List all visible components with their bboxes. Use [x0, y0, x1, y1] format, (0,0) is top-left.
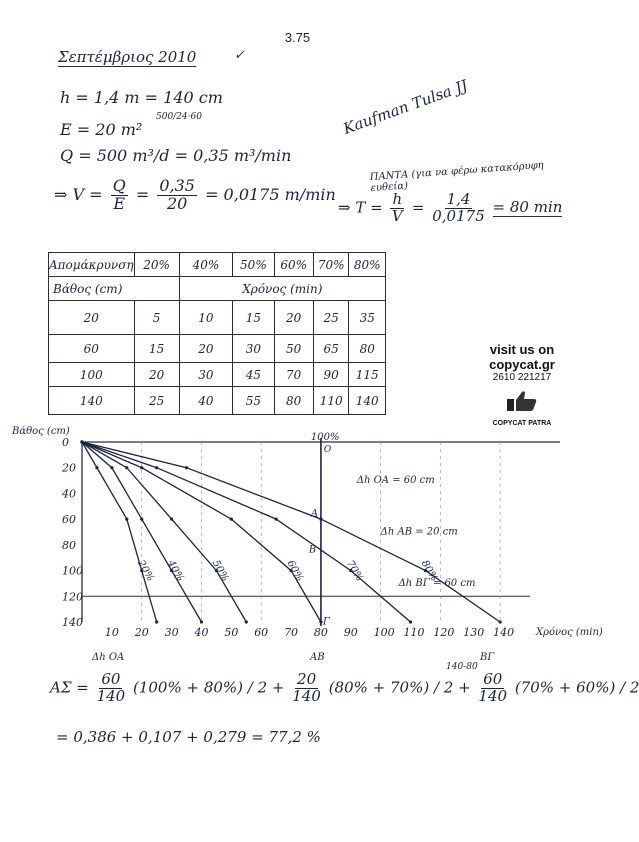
table-depth: 20	[49, 301, 135, 335]
table-cell: 30	[233, 335, 274, 363]
removal-equation: ΑΣ = $\frac{60}{140}$ (100% + 80%) / 2 + $\frac{20}{140}$ (80% + 70%) / 2 + $\frac{60}{140}$ (70% + 60%) / 2	[50, 670, 639, 705]
series-line	[82, 442, 321, 622]
y-tick-label: 0	[62, 436, 69, 449]
page-number: 3.75	[284, 30, 311, 45]
series-label: 60%	[284, 558, 306, 584]
x-tick-label: 100	[373, 626, 395, 639]
series-label: 20%	[135, 558, 156, 584]
series-point	[110, 466, 113, 469]
series-point	[80, 440, 83, 443]
series-point	[499, 620, 502, 623]
table-cell: 55	[233, 387, 274, 415]
given-area: E = 20 m²	[60, 120, 143, 139]
promo-brand: COPYCAT PATRA	[492, 420, 552, 427]
table-cell: 40	[179, 387, 233, 415]
table-depth: 100	[49, 363, 135, 387]
table-percent: 50%	[233, 253, 274, 277]
series-point	[95, 466, 98, 469]
table-cell: 35	[349, 301, 386, 335]
table-percent: 60%	[274, 253, 313, 277]
table-header-label: Απομάκρυνση	[49, 253, 135, 277]
series-line	[82, 442, 157, 622]
x-tick-label: 10	[104, 626, 119, 639]
table-cell: 5	[134, 301, 179, 335]
time-equation: ⇒ T = $\frac{h}{V}$ = $\frac{1,4}{0,0175}$ = 80 min	[338, 190, 563, 225]
table-depth: 60	[49, 335, 135, 363]
promo-phone: 2610 221217	[492, 372, 552, 383]
y-tick-label: 120	[62, 590, 83, 604]
table-cell: 80	[274, 387, 313, 415]
table-cell: 115	[349, 363, 386, 387]
header-title: Σεπτέμβριος 2010	[58, 48, 197, 66]
series-label: 80%	[418, 558, 440, 584]
top-label: 100%	[310, 432, 340, 443]
given-area-note: 500/24·60	[156, 112, 202, 122]
velocity-equation: ⇒ V = $\frac{Q}{E}$ = $\frac{0,35}{20}$ = 0,0175 m/min	[54, 176, 336, 213]
x-tick-label: 110	[403, 626, 425, 639]
x-tick-label: 50	[224, 626, 239, 639]
y-axis-label: Βάθος (cm)	[12, 426, 70, 437]
series-point	[125, 466, 128, 469]
series-point	[275, 518, 278, 521]
table-row	[49, 335, 386, 363]
annotation-dh-ab: Δh ΑΒ = 20 cm	[380, 526, 458, 538]
given-flow: Q = 500 m³/d = 0,35 m³/min	[60, 146, 292, 165]
series-point	[230, 518, 233, 521]
table-subheader-row	[49, 277, 386, 301]
time-note: ΠΑΝΤΑ (για να φέρω κατακόρυφη ευθεία)	[369, 159, 545, 195]
promo-block	[468, 342, 576, 427]
x-tick-label: 90	[343, 626, 358, 639]
series-point	[140, 466, 143, 469]
table-cell: 65	[313, 335, 349, 363]
table-row	[49, 387, 386, 415]
x-tick-label: 30	[164, 626, 179, 639]
table-cell: 15	[134, 335, 179, 363]
y-tick-label: 40	[62, 487, 76, 501]
table-percent: 70%	[313, 253, 349, 277]
series-label: 70%	[344, 558, 365, 584]
table-time-label: Χρόνος (min)	[179, 277, 385, 301]
series-line	[82, 442, 246, 622]
table-percent: 40%	[179, 253, 233, 277]
table-cell: 25	[134, 387, 179, 415]
table-cell: 50	[274, 335, 313, 363]
removal-term3-label: ΒΓ	[480, 652, 495, 663]
table-percent: 20%	[134, 253, 179, 277]
x-axis-label: Χρόνος (min)	[536, 627, 603, 638]
y-tick-label: 140	[62, 616, 83, 629]
table-cell: 30	[179, 363, 233, 387]
table-cell: 20	[134, 363, 179, 387]
removal-term3-note: 140-80	[446, 662, 478, 672]
x-tick-label: 70	[284, 626, 299, 639]
series-point	[170, 518, 173, 521]
series-label: 40%	[165, 558, 186, 584]
table-percent: 80%	[349, 253, 386, 277]
table-depth: 140	[49, 387, 135, 415]
series-point	[125, 518, 128, 521]
annotation-point-b: B	[308, 544, 317, 556]
x-tick-label: 120	[433, 626, 455, 639]
table-cell: 10	[179, 301, 233, 335]
x-tick-label: 130	[463, 626, 485, 639]
series-point	[185, 466, 188, 469]
x-tick-label: 40	[194, 626, 209, 639]
table-depth-label: Βάθος (cm)	[49, 277, 180, 301]
table-header-row	[49, 253, 386, 277]
margin-mark: ✓	[234, 48, 245, 63]
table-cell: 20	[179, 335, 233, 363]
series-point	[155, 466, 158, 469]
series-point	[140, 518, 143, 521]
removal-result: = 0,386 + 0,107 + 0,279 = 77,2 %	[56, 728, 321, 746]
y-tick-label: 20	[62, 461, 76, 475]
y-tick-label: 80	[62, 538, 76, 552]
annotation-point-g: Γ	[322, 616, 330, 628]
table-cell: 25	[313, 301, 349, 335]
table-cell: 110	[313, 387, 349, 415]
x-tick-label: 80	[313, 626, 328, 639]
annotation-dh-oa: Δh ΟΑ = 60 cm	[356, 475, 435, 487]
header-name: Kaufman Tulsa JJ	[340, 76, 470, 138]
x-tick-label: 60	[254, 626, 269, 639]
series-point	[155, 620, 158, 623]
promo-line1: visit us on	[489, 342, 555, 357]
annotation-dh-bg: Δh ΒΓ = 60 cm	[398, 578, 476, 589]
removal-data-table	[48, 252, 386, 415]
series-point	[409, 620, 412, 623]
table-cell: 20	[274, 301, 313, 335]
removal-term1-label: Δh ΟΑ	[92, 652, 125, 663]
promo-line2: copycat.gr	[489, 357, 555, 372]
table-cell: 90	[313, 363, 349, 387]
table-cell: 140	[349, 387, 386, 415]
annotation-point-a: A	[310, 508, 319, 520]
settling-chart	[0, 426, 603, 643]
table-row	[49, 363, 386, 387]
x-tick-label: 20	[134, 626, 149, 639]
series-point	[319, 518, 322, 521]
table-cell: 45	[233, 363, 274, 387]
table-row	[49, 301, 386, 335]
y-tick-label: 100	[62, 564, 83, 578]
x-tick-label: 140	[493, 626, 515, 639]
table-cell: 80	[349, 335, 386, 363]
series-label: 50%	[209, 558, 231, 584]
y-tick-label: 60	[62, 513, 76, 527]
given-height: h = 1,4 m = 140 cm	[60, 88, 223, 107]
series-point	[245, 620, 248, 623]
series-point	[200, 620, 203, 623]
table-cell: 70	[274, 363, 313, 387]
removal-term2-label: ΑΒ	[310, 652, 325, 663]
table-cell: 15	[233, 301, 274, 335]
annotation-point-o: O	[323, 445, 332, 455]
thumbs-up-icon	[505, 389, 539, 413]
